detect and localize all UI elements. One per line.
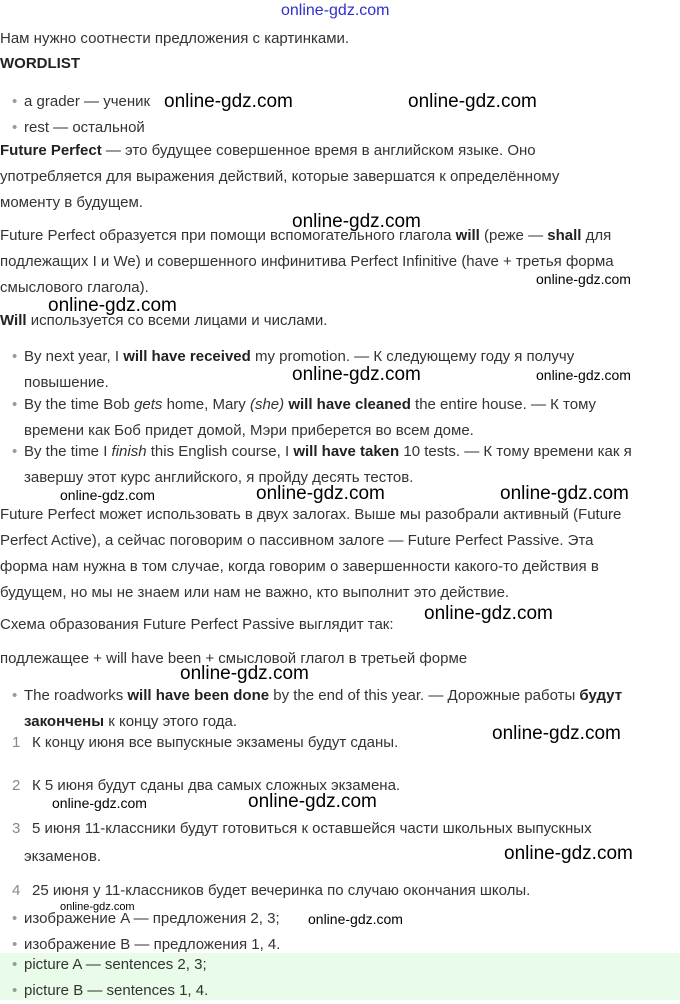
watermark: online-gdz.com bbox=[48, 295, 177, 316]
watermark: online-gdz.com bbox=[60, 901, 135, 913]
wordlist-title: WORDLIST bbox=[0, 55, 80, 72]
watermark: online-gdz.com bbox=[52, 795, 147, 811]
sentence-item: 3 5 июня 11-классники будут готовиться к оставшейся части школьных выпускных экзаменов. bbox=[12, 820, 592, 865]
watermark: online-gdz.com bbox=[408, 91, 537, 112]
watermark: online-gdz.com bbox=[248, 791, 377, 812]
example-item: • By next year, I will have received my promotion. — К следующему году я получу повышение. bbox=[12, 348, 575, 391]
answer-ru: • изображение A — предложения 2, 3; bbox=[12, 910, 280, 927]
wordlist-item: • rest — остальной bbox=[12, 119, 145, 136]
answer-ru: • изображение B — предложения 1, 4. bbox=[12, 936, 281, 953]
answer-en: • picture B — sentences 1, 4. bbox=[12, 982, 209, 999]
passive-paragraph: Future Perfect может использовать в двух залогах. Выше мы разобрали активный (Future Perfect Active), а сейчас поговорим о пассивном залоге — Future Perfect Passive. Эта форма нам нужна в том случае, когда говорим о завершенности какого-то действия в будущем, но мы не знаем или нам не важно, кто выполнит это действие. bbox=[0, 506, 622, 601]
example-item: • By the time I finish this English course, I will have taken 10 tests. — К тому времени как я завершу этот курс английского, я пройду десять тестов. bbox=[12, 443, 632, 486]
intro-text: Нам нужно соотнести предложения с картинками. bbox=[0, 30, 350, 47]
example-item: • By the time Bob gets home, Mary (she) will have cleaned the entire house. — К тому времени как Боб придет домой, Мэри приберется во всем доме. bbox=[12, 396, 597, 439]
watermark: online-gdz.com bbox=[292, 211, 421, 232]
definition-paragraph: Future Perfect — это будущее совершенное время в английском языке. Оно употребляется для выражения действий, которые завершатся к определённому моменту в будущем. bbox=[0, 142, 560, 211]
watermark: online-gdz.com bbox=[424, 603, 553, 624]
passive-example: • The roadworks will have been done by the end of this year. — Дорожные работы будут закончены к концу этого года. bbox=[12, 687, 623, 730]
watermark: online-gdz.com bbox=[504, 843, 633, 864]
watermark: online-gdz.com bbox=[164, 91, 293, 112]
watermark: online-gdz.com bbox=[308, 911, 403, 927]
watermark: online-gdz.com bbox=[60, 487, 155, 503]
formation-paragraph: Future Perfect образуется при помощи вспомогательного глагола will (реже — shall для подлежащих I и We) и совершенного инфинитива Perfect Infinitive (have + третья форма смыслового глагола). bbox=[0, 227, 614, 296]
scheme-formula: подлежащее + will have been + смысловой глагол в третьей форме bbox=[0, 650, 468, 667]
will-note: Will используется со всеми лицами и числами. bbox=[0, 312, 328, 329]
watermark: online-gdz.com bbox=[256, 483, 385, 504]
watermark: online-gdz.com bbox=[500, 483, 629, 504]
watermark: online-gdz.com bbox=[281, 2, 390, 19]
scheme-intro: Схема образования Future Perfect Passive выглядит так: bbox=[0, 616, 394, 633]
watermark: online-gdz.com bbox=[180, 663, 309, 684]
answer-en: • picture A — sentences 2, 3; bbox=[12, 956, 207, 973]
watermark: online-gdz.com bbox=[536, 367, 631, 383]
watermark: online-gdz.com bbox=[292, 364, 421, 385]
wordlist-item: • a grader — ученик bbox=[12, 93, 151, 110]
watermark: online-gdz.com bbox=[536, 271, 631, 287]
watermark: online-gdz.com bbox=[492, 723, 621, 744]
